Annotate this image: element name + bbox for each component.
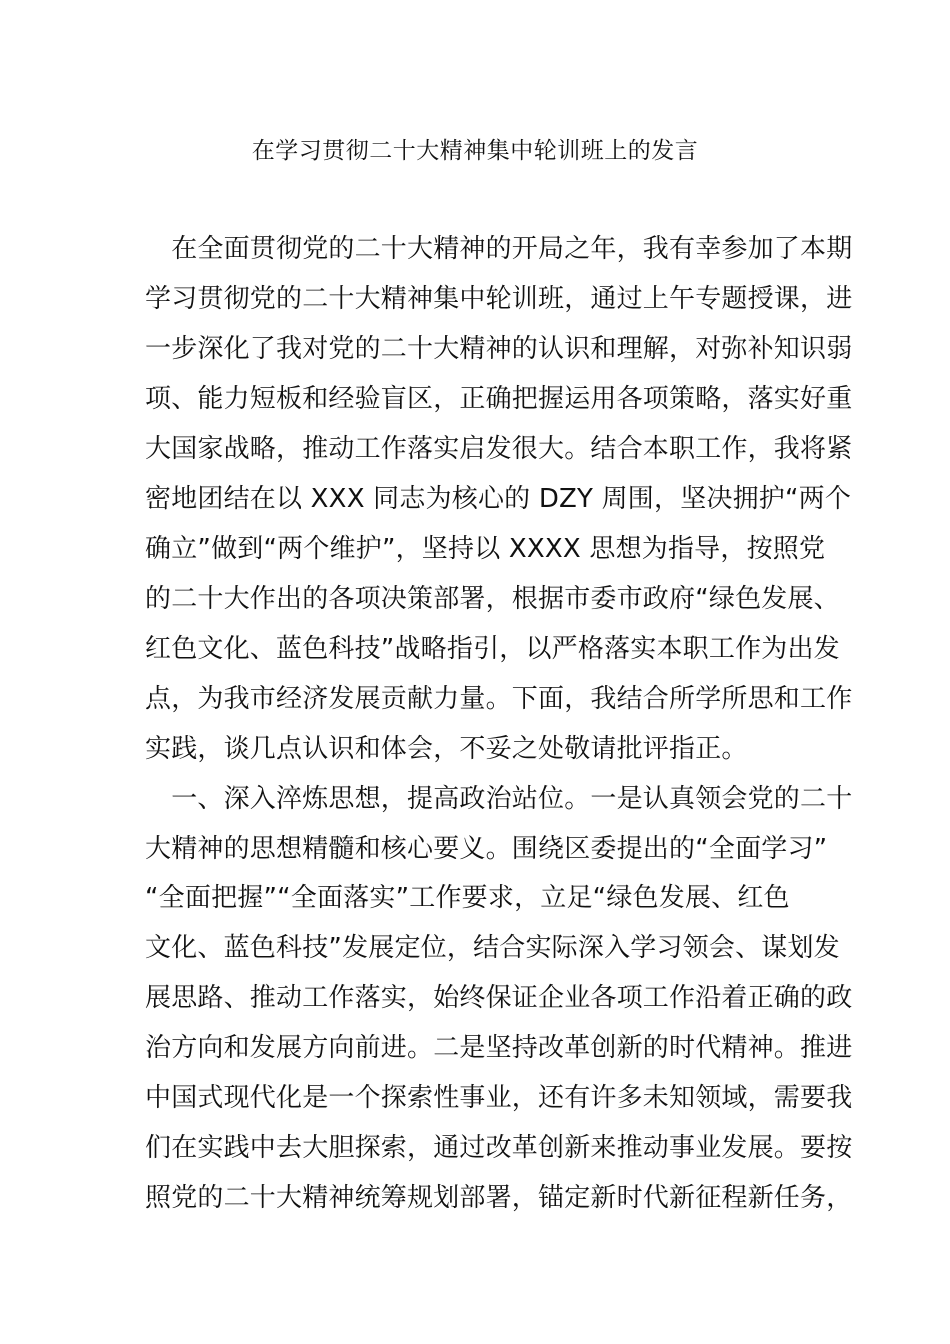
body-line: 大精神的思想精髓和核心要义。围绕区委提出的“全面学习”	[145, 834, 828, 864]
body-line: 一、深入淬炼思想，提高政治站位。一是认真领会党的二十	[145, 784, 853, 814]
body-line: 展思路、推动工作落实，始终保证企业各项工作沿着正确的政	[145, 983, 853, 1013]
body-line: 大国家战略，推动工作落实启发很大。结合本职工作，我将紧	[145, 434, 853, 464]
body-line: 文化、蓝色科技”发展定位，结合实际深入学习领会、谋划发	[145, 933, 840, 963]
body-line: 红色文化、蓝色科技”战略指引，以严格落实本职工作为出发	[145, 634, 840, 664]
body-line: 治方向和发展方向前进。二是坚持改革创新的时代精神。推进	[145, 1033, 853, 1063]
body-line: 一步深化了我对党的二十大精神的认识和理解，对弥补知识弱	[145, 334, 853, 364]
body-line: 的二十大作出的各项决策部署，根据市委市政府“绿色发展、	[145, 584, 840, 614]
body-line: 学习贯彻党的二十大精神集中轮训班，通过上午专题授课，进	[145, 284, 853, 314]
body-line: 密地团结在以 XXX 同志为核心的 DZY 周围，坚决拥护“两个	[145, 484, 852, 514]
body-line: “全面把握”“全面落实”工作要求，立足“绿色发展、红色	[145, 883, 790, 913]
body-line: 项、能力短板和经验盲区，正确把握运用各项策略，落实好重	[145, 384, 853, 414]
body-line: 在全面贯彻党的二十大精神的开局之年，我有幸参加了本期	[145, 234, 853, 264]
body-line: 确立”做到“两个维护”，坚持以 XXXX 思想为指导，按照党	[145, 534, 826, 564]
body-line: 实践，谈几点认识和体会，不妥之处敬请批评指正。	[145, 734, 748, 764]
body-line: 点，为我市经济发展贡献力量。下面，我结合所学所思和工作	[145, 684, 853, 714]
document-title: 在学习贯彻二十大精神集中轮训班上的发言	[251, 138, 699, 164]
body-line: 照党的二十大精神统筹规划部署，锚定新时代新征程新任务，	[145, 1183, 853, 1213]
body-line: 中国式现代化是一个探索性事业，还有许多未知领域，需要我	[145, 1083, 853, 1113]
body-line: 们在实践中去大胆探索，通过改革创新来推动事业发展。要按	[145, 1133, 853, 1163]
